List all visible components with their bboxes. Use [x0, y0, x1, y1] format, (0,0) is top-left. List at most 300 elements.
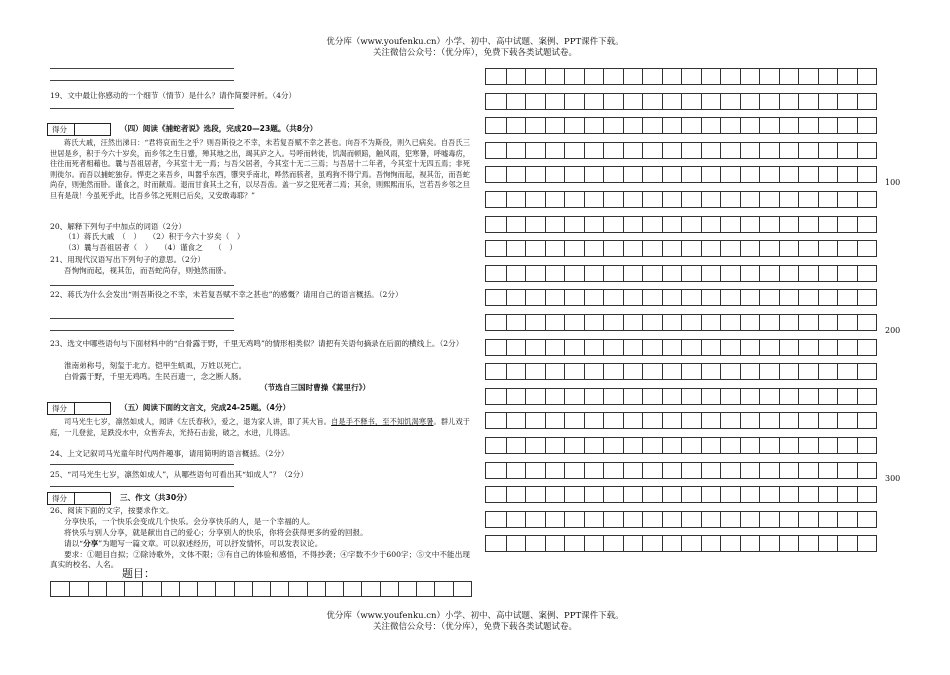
- grid-cell[interactable]: [545, 413, 565, 428]
- grid-cell[interactable]: [857, 512, 877, 527]
- grid-cell[interactable]: [603, 266, 623, 281]
- grid-row[interactable]: [485, 93, 877, 110]
- grid-row[interactable]: [485, 166, 877, 183]
- grid-cell[interactable]: [759, 463, 779, 478]
- grid-cell[interactable]: [486, 512, 506, 527]
- grid-cell[interactable]: [701, 167, 721, 182]
- grid-cell[interactable]: [525, 463, 545, 478]
- grid-cell[interactable]: [584, 463, 604, 478]
- grid-cell[interactable]: [642, 94, 662, 109]
- grid-cell[interactable]: [288, 582, 306, 596]
- grid-cell[interactable]: [720, 315, 740, 330]
- grid-cell[interactable]: [545, 192, 565, 207]
- grid-cell[interactable]: [759, 290, 779, 305]
- grid-cell[interactable]: [506, 167, 526, 182]
- grid-cell[interactable]: [818, 167, 838, 182]
- grid-cell[interactable]: [525, 241, 545, 256]
- grid-cell[interactable]: [642, 487, 662, 502]
- grid-cell[interactable]: [779, 438, 799, 453]
- grid-cell[interactable]: [564, 241, 584, 256]
- grid-cell[interactable]: [506, 389, 526, 404]
- grid-cell[interactable]: [798, 118, 818, 133]
- grid-cell[interactable]: [779, 266, 799, 281]
- grid-cell[interactable]: [545, 118, 565, 133]
- grid-cell[interactable]: [759, 143, 779, 158]
- grid-cell[interactable]: [142, 582, 160, 596]
- grid-cell[interactable]: [564, 438, 584, 453]
- grid-cell[interactable]: [603, 69, 623, 84]
- grid-cell[interactable]: [779, 290, 799, 305]
- grid-cell[interactable]: [857, 340, 877, 355]
- grid-cell[interactable]: [603, 463, 623, 478]
- grid-cell[interactable]: [701, 536, 721, 551]
- grid-cell[interactable]: [486, 143, 506, 158]
- grid-cell[interactable]: [779, 512, 799, 527]
- grid-cell[interactable]: [584, 118, 604, 133]
- grid-cell[interactable]: [740, 463, 760, 478]
- grid-cell[interactable]: [545, 94, 565, 109]
- grid-cell[interactable]: [818, 69, 838, 84]
- grid-cell[interactable]: [564, 340, 584, 355]
- grid-cell[interactable]: [506, 118, 526, 133]
- grid-cell[interactable]: [779, 536, 799, 551]
- grid-cell[interactable]: [779, 487, 799, 502]
- grid-cell[interactable]: [506, 290, 526, 305]
- grid-cell[interactable]: [857, 315, 877, 330]
- grid-cell[interactable]: [603, 217, 623, 232]
- grid-cell[interactable]: [818, 413, 838, 428]
- grid-cell[interactable]: [564, 512, 584, 527]
- grid-cell[interactable]: [525, 94, 545, 109]
- grid-cell[interactable]: [720, 340, 740, 355]
- grid-cell[interactable]: [681, 290, 701, 305]
- grid-cell[interactable]: [740, 241, 760, 256]
- grid-cell[interactable]: [584, 438, 604, 453]
- grid-cell[interactable]: [545, 241, 565, 256]
- grid-cell[interactable]: [486, 192, 506, 207]
- grid-cell[interactable]: [740, 69, 760, 84]
- grid-cell[interactable]: [642, 389, 662, 404]
- grid-cell[interactable]: [416, 582, 434, 596]
- grid-cell[interactable]: [837, 167, 857, 182]
- grid-cell[interactable]: [818, 94, 838, 109]
- grid-cell[interactable]: [584, 389, 604, 404]
- grid-cell[interactable]: [857, 69, 877, 84]
- grid-row[interactable]: [485, 142, 877, 159]
- grid-cell[interactable]: [681, 192, 701, 207]
- grid-cell[interactable]: [779, 340, 799, 355]
- grid-cell[interactable]: [837, 438, 857, 453]
- grid-row[interactable]: [485, 68, 877, 85]
- grid-cell[interactable]: [720, 266, 740, 281]
- grid-cell[interactable]: [603, 536, 623, 551]
- grid-cell[interactable]: [857, 143, 877, 158]
- grid-cell[interactable]: [525, 69, 545, 84]
- grid-cell[interactable]: [759, 487, 779, 502]
- grid-cell[interactable]: [740, 487, 760, 502]
- grid-cell[interactable]: [759, 536, 779, 551]
- grid-cell[interactable]: [837, 364, 857, 379]
- grid-cell[interactable]: [837, 266, 857, 281]
- grid-cell[interactable]: [603, 340, 623, 355]
- grid-cell[interactable]: [545, 143, 565, 158]
- grid-cell[interactable]: [603, 364, 623, 379]
- grid-cell[interactable]: [759, 241, 779, 256]
- grid-cell[interactable]: [642, 143, 662, 158]
- grid-cell[interactable]: [642, 512, 662, 527]
- grid-cell[interactable]: [662, 217, 682, 232]
- grid-cell[interactable]: [759, 118, 779, 133]
- grid-cell[interactable]: [603, 118, 623, 133]
- grid-cell[interactable]: [623, 315, 643, 330]
- grid-cell[interactable]: [720, 241, 740, 256]
- grid-cell[interactable]: [701, 389, 721, 404]
- grid-cell[interactable]: [837, 290, 857, 305]
- grid-cell[interactable]: [720, 143, 740, 158]
- grid-cell[interactable]: [545, 364, 565, 379]
- grid-cell[interactable]: [564, 389, 584, 404]
- grid-cell[interactable]: [681, 463, 701, 478]
- grid-cell[interactable]: [506, 266, 526, 281]
- composition-grid-left[interactable]: [50, 581, 472, 597]
- grid-cell[interactable]: [740, 512, 760, 527]
- grid-cell[interactable]: [779, 69, 799, 84]
- grid-cell[interactable]: [857, 290, 877, 305]
- grid-cell[interactable]: [603, 512, 623, 527]
- grid-cell[interactable]: [215, 582, 233, 596]
- grid-cell[interactable]: [603, 241, 623, 256]
- grid-cell[interactable]: [642, 192, 662, 207]
- grid-cell[interactable]: [642, 118, 662, 133]
- grid-cell[interactable]: [584, 487, 604, 502]
- grid-cell[interactable]: [681, 438, 701, 453]
- grid-cell[interactable]: [837, 413, 857, 428]
- grid-cell[interactable]: [506, 512, 526, 527]
- grid-cell[interactable]: [623, 266, 643, 281]
- grid-cell[interactable]: [662, 340, 682, 355]
- grid-cell[interactable]: [681, 315, 701, 330]
- grid-cell[interactable]: [798, 241, 818, 256]
- grid-cell[interactable]: [857, 487, 877, 502]
- grid-cell[interactable]: [525, 340, 545, 355]
- grid-row[interactable]: [485, 437, 877, 454]
- grid-cell[interactable]: [740, 192, 760, 207]
- grid-cell[interactable]: [662, 167, 682, 182]
- grid-cell[interactable]: [623, 364, 643, 379]
- grid-cell[interactable]: [642, 315, 662, 330]
- grid-cell[interactable]: [124, 582, 142, 596]
- grid-cell[interactable]: [662, 315, 682, 330]
- grid-cell[interactable]: [798, 389, 818, 404]
- grid-cell[interactable]: [623, 438, 643, 453]
- grid-cell[interactable]: [506, 438, 526, 453]
- grid-cell[interactable]: [545, 217, 565, 232]
- grid-cell[interactable]: [818, 290, 838, 305]
- grid-cell[interactable]: [642, 217, 662, 232]
- grid-cell[interactable]: [759, 167, 779, 182]
- grid-cell[interactable]: [818, 143, 838, 158]
- grid-cell[interactable]: [662, 69, 682, 84]
- grid-cell[interactable]: [798, 536, 818, 551]
- score-box[interactable]: [47, 402, 111, 415]
- grid-cell[interactable]: [343, 582, 361, 596]
- grid-cell[interactable]: [701, 94, 721, 109]
- grid-cell[interactable]: [525, 143, 545, 158]
- grid-cell[interactable]: [662, 290, 682, 305]
- grid-cell[interactable]: [701, 118, 721, 133]
- grid-cell[interactable]: [486, 438, 506, 453]
- grid-cell[interactable]: [486, 266, 506, 281]
- grid-cell[interactable]: [325, 582, 343, 596]
- grid-cell[interactable]: [798, 463, 818, 478]
- grid-cell[interactable]: [623, 94, 643, 109]
- grid-cell[interactable]: [837, 69, 857, 84]
- grid-cell[interactable]: [486, 536, 506, 551]
- grid-cell[interactable]: [603, 487, 623, 502]
- grid-row[interactable]: [485, 462, 877, 479]
- grid-row[interactable]: [485, 363, 877, 380]
- grid-cell[interactable]: [506, 463, 526, 478]
- grid-cell[interactable]: [584, 290, 604, 305]
- grid-cell[interactable]: [642, 69, 662, 84]
- grid-cell[interactable]: [701, 290, 721, 305]
- grid-cell[interactable]: [720, 69, 740, 84]
- grid-cell[interactable]: [642, 167, 662, 182]
- grid-cell[interactable]: [88, 582, 106, 596]
- grid-cell[interactable]: [434, 582, 452, 596]
- grid-cell[interactable]: [69, 582, 87, 596]
- grid-cell[interactable]: [681, 487, 701, 502]
- grid-cell[interactable]: [681, 217, 701, 232]
- grid-cell[interactable]: [837, 487, 857, 502]
- grid-cell[interactable]: [857, 241, 877, 256]
- grid-cell[interactable]: [584, 241, 604, 256]
- grid-cell[interactable]: [486, 315, 506, 330]
- grid-cell[interactable]: [506, 364, 526, 379]
- grid-cell[interactable]: [525, 217, 545, 232]
- grid-cell[interactable]: [779, 217, 799, 232]
- grid-cell[interactable]: [720, 94, 740, 109]
- grid-cell[interactable]: [398, 582, 416, 596]
- grid-cell[interactable]: [623, 192, 643, 207]
- grid-cell[interactable]: [720, 536, 740, 551]
- grid-cell[interactable]: [720, 364, 740, 379]
- grid-cell[interactable]: [623, 118, 643, 133]
- grid-cell[interactable]: [545, 438, 565, 453]
- grid-cell[interactable]: [662, 413, 682, 428]
- grid-cell[interactable]: [380, 582, 398, 596]
- grid-cell[interactable]: [681, 69, 701, 84]
- grid-cell[interactable]: [837, 118, 857, 133]
- grid-cell[interactable]: [759, 413, 779, 428]
- grid-row[interactable]: [485, 511, 877, 528]
- grid-cell[interactable]: [525, 512, 545, 527]
- grid-row[interactable]: [485, 412, 877, 429]
- grid-cell[interactable]: [701, 217, 721, 232]
- grid-cell[interactable]: [486, 413, 506, 428]
- grid-cell[interactable]: [270, 582, 288, 596]
- grid-cell[interactable]: [361, 582, 379, 596]
- grid-cell[interactable]: [662, 389, 682, 404]
- grid-cell[interactable]: [603, 413, 623, 428]
- grid-cell[interactable]: [798, 143, 818, 158]
- grid-cell[interactable]: [662, 266, 682, 281]
- grid-cell[interactable]: [720, 463, 740, 478]
- grid-cell[interactable]: [662, 487, 682, 502]
- grid-cell[interactable]: [818, 536, 838, 551]
- grid-cell[interactable]: [759, 266, 779, 281]
- grid-cell[interactable]: [486, 241, 506, 256]
- grid-cell[interactable]: [798, 69, 818, 84]
- grid-cell[interactable]: [51, 582, 69, 596]
- grid-cell[interactable]: [525, 389, 545, 404]
- grid-cell[interactable]: [837, 315, 857, 330]
- grid-cell[interactable]: [584, 512, 604, 527]
- grid-cell[interactable]: [486, 340, 506, 355]
- grid-cell[interactable]: [818, 118, 838, 133]
- grid-cell[interactable]: [234, 582, 252, 596]
- grid-cell[interactable]: [506, 143, 526, 158]
- grid-cell[interactable]: [623, 290, 643, 305]
- grid-cell[interactable]: [720, 167, 740, 182]
- grid-cell[interactable]: [779, 118, 799, 133]
- grid-cell[interactable]: [564, 266, 584, 281]
- grid-cell[interactable]: [759, 69, 779, 84]
- grid-cell[interactable]: [545, 389, 565, 404]
- grid-cell[interactable]: [603, 438, 623, 453]
- grid-cell[interactable]: [681, 118, 701, 133]
- grid-cell[interactable]: [759, 94, 779, 109]
- grid-cell[interactable]: [584, 143, 604, 158]
- grid-cell[interactable]: [525, 364, 545, 379]
- grid-cell[interactable]: [857, 167, 877, 182]
- grid-cell[interactable]: [662, 536, 682, 551]
- grid-cell[interactable]: [642, 438, 662, 453]
- grid-cell[interactable]: [564, 536, 584, 551]
- grid-cell[interactable]: [681, 94, 701, 109]
- grid-cell[interactable]: [642, 241, 662, 256]
- grid-cell[interactable]: [779, 241, 799, 256]
- grid-cell[interactable]: [720, 512, 740, 527]
- grid-cell[interactable]: [798, 266, 818, 281]
- grid-cell[interactable]: [759, 315, 779, 330]
- grid-cell[interactable]: [564, 487, 584, 502]
- grid-cell[interactable]: [701, 241, 721, 256]
- grid-cell[interactable]: [623, 69, 643, 84]
- grid-cell[interactable]: [525, 487, 545, 502]
- grid-cell[interactable]: [818, 463, 838, 478]
- grid-cell[interactable]: [681, 266, 701, 281]
- grid-cell[interactable]: [545, 290, 565, 305]
- grid-cell[interactable]: [857, 413, 877, 428]
- grid-cell[interactable]: [798, 364, 818, 379]
- grid-cell[interactable]: [525, 413, 545, 428]
- grid-cell[interactable]: [584, 192, 604, 207]
- grid-cell[interactable]: [857, 364, 877, 379]
- grid-cell[interactable]: [486, 463, 506, 478]
- grid-cell[interactable]: [642, 266, 662, 281]
- grid-cell[interactable]: [798, 413, 818, 428]
- grid-cell[interactable]: [161, 582, 179, 596]
- grid-cell[interactable]: [506, 536, 526, 551]
- grid-row[interactable]: [485, 486, 877, 503]
- grid-cell[interactable]: [642, 290, 662, 305]
- grid-cell[interactable]: [818, 192, 838, 207]
- grid-cell[interactable]: [453, 582, 471, 596]
- grid-cell[interactable]: [759, 512, 779, 527]
- grid-cell[interactable]: [701, 192, 721, 207]
- grid-cell[interactable]: [837, 463, 857, 478]
- grid-cell[interactable]: [623, 536, 643, 551]
- grid-cell[interactable]: [681, 536, 701, 551]
- grid-cell[interactable]: [740, 364, 760, 379]
- grid-cell[interactable]: [779, 167, 799, 182]
- grid-row[interactable]: [485, 216, 877, 233]
- grid-cell[interactable]: [818, 217, 838, 232]
- grid-cell[interactable]: [106, 582, 124, 596]
- grid-row[interactable]: [485, 117, 877, 134]
- grid-cell[interactable]: [857, 438, 877, 453]
- grid-cell[interactable]: [837, 94, 857, 109]
- grid-cell[interactable]: [798, 487, 818, 502]
- grid-cell[interactable]: [681, 241, 701, 256]
- grid-cell[interactable]: [857, 94, 877, 109]
- grid-cell[interactable]: [837, 536, 857, 551]
- grid-cell[interactable]: [584, 167, 604, 182]
- grid-cell[interactable]: [779, 463, 799, 478]
- grid-cell[interactable]: [779, 143, 799, 158]
- grid-cell[interactable]: [740, 167, 760, 182]
- grid-cell[interactable]: [545, 512, 565, 527]
- grid-row[interactable]: [485, 289, 877, 306]
- grid-cell[interactable]: [837, 192, 857, 207]
- grid-row[interactable]: [485, 535, 877, 552]
- grid-cell[interactable]: [623, 217, 643, 232]
- grid-cell[interactable]: [662, 94, 682, 109]
- grid-cell[interactable]: [506, 69, 526, 84]
- grid-cell[interactable]: [545, 463, 565, 478]
- grid-cell[interactable]: [525, 536, 545, 551]
- grid-cell[interactable]: [545, 315, 565, 330]
- grid-cell[interactable]: [545, 69, 565, 84]
- grid-cell[interactable]: [779, 315, 799, 330]
- grid-cell[interactable]: [603, 290, 623, 305]
- grid-cell[interactable]: [720, 413, 740, 428]
- grid-cell[interactable]: [857, 389, 877, 404]
- grid-row[interactable]: [485, 265, 877, 282]
- grid-cell[interactable]: [818, 438, 838, 453]
- grid-cell[interactable]: [720, 487, 740, 502]
- grid-cell[interactable]: [584, 217, 604, 232]
- grid-cell[interactable]: [486, 290, 506, 305]
- grid-cell[interactable]: [857, 536, 877, 551]
- grid-cell[interactable]: [564, 167, 584, 182]
- grid-cell[interactable]: [584, 413, 604, 428]
- grid-cell[interactable]: [857, 192, 877, 207]
- grid-cell[interactable]: [681, 364, 701, 379]
- grid-cell[interactable]: [623, 413, 643, 428]
- grid-cell[interactable]: [623, 143, 643, 158]
- grid-cell[interactable]: [720, 290, 740, 305]
- grid-cell[interactable]: [779, 364, 799, 379]
- grid-cell[interactable]: [798, 217, 818, 232]
- grid-cell[interactable]: [486, 389, 506, 404]
- grid-cell[interactable]: [642, 340, 662, 355]
- grid-cell[interactable]: [584, 94, 604, 109]
- grid-cell[interactable]: [681, 340, 701, 355]
- grid-cell[interactable]: [798, 315, 818, 330]
- grid-row[interactable]: [485, 240, 877, 257]
